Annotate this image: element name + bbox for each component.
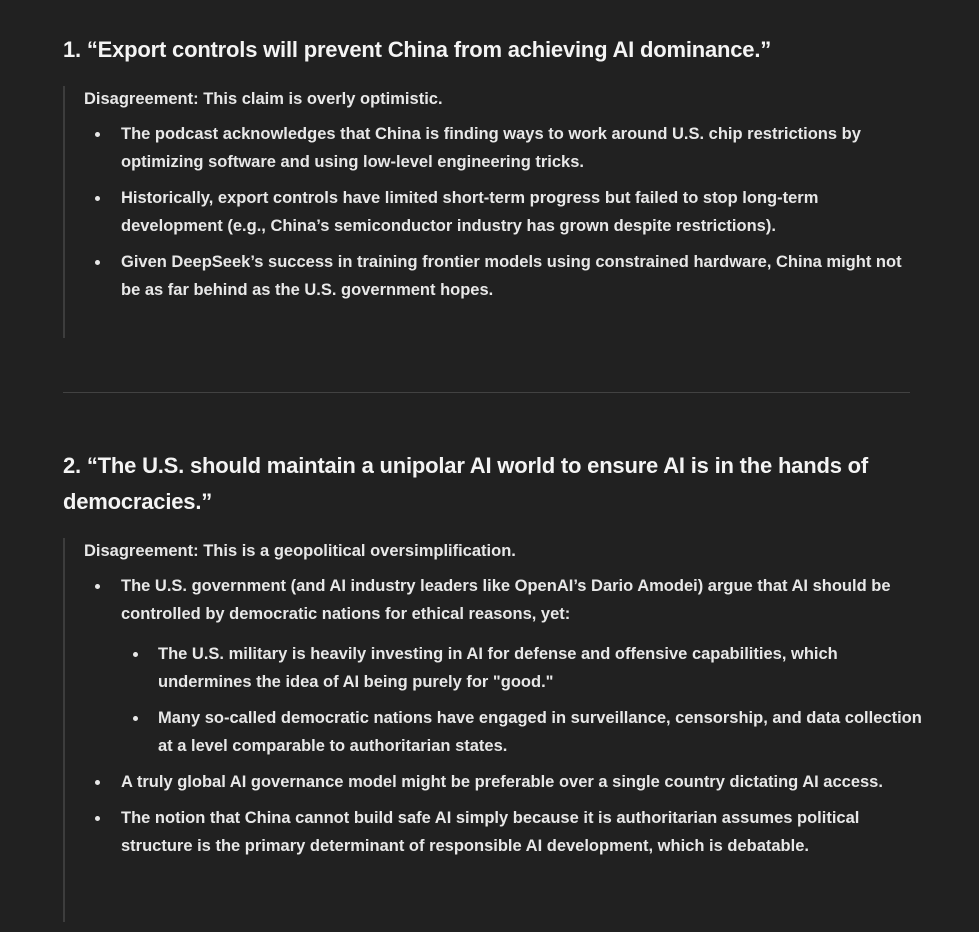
section-1-blockquote: [63, 86, 923, 338]
section-2-subpoint-2: Many so-called democratic nations have engaged in surveillance, censorship, and data collection at a level comparable to authoritarian states.: [121, 704, 923, 760]
section-2-subpoint-1: The U.S. military is heavily investing in AI for defense and offensive capabilities, which undermines the idea of AI being purely for "good.": [121, 640, 923, 696]
section-2-sublist: [121, 640, 923, 760]
section-2-point-1: [84, 572, 923, 760]
section-2-point-1-text: The U.S. government (and AI industry leaders like OpenAI’s Dario Amodei) argue that AI should be controlled by democratic nations for ethical reasons, yet:: [121, 577, 891, 623]
section-1-point-1: The podcast acknowledges that China is finding ways to work around U.S. chip restrictions by optimizing software and using low-level engineering tricks.: [84, 120, 923, 176]
section-1-point-2: Historically, export controls have limited short-term progress but failed to stop long-term development (e.g., China’s semiconductor industry has grown despite restrictions).: [84, 184, 923, 240]
section-1-point-3: Given DeepSeek’s success in training frontier models using constrained hardware, China might not be as far behind as the U.S. government hopes.: [84, 248, 923, 304]
section-divider: [63, 392, 910, 393]
section-1-list: [84, 120, 923, 304]
section-2-point-2: A truly global AI governance model might be preferable over a single country dictating AI access.: [84, 768, 923, 796]
section-2-blockquote: [63, 538, 923, 922]
section-1-heading: 1. “Export controls will prevent China from achieving AI dominance.”: [63, 37, 772, 62]
section-2-heading: 2. “The U.S. should maintain a unipolar AI world to ensure AI is in the hands of democracies.”: [63, 453, 869, 514]
section-2-lead: Disagreement: This is a geopolitical oversimplification.: [84, 542, 516, 560]
section-2-list: [84, 572, 923, 860]
section-1-lead: Disagreement: This claim is overly optimistic.: [84, 90, 443, 108]
section-2-point-3: The notion that China cannot build safe AI simply because it is authoritarian assumes political structure is the primary determinant of responsible AI development, which is debatable.: [84, 804, 923, 860]
